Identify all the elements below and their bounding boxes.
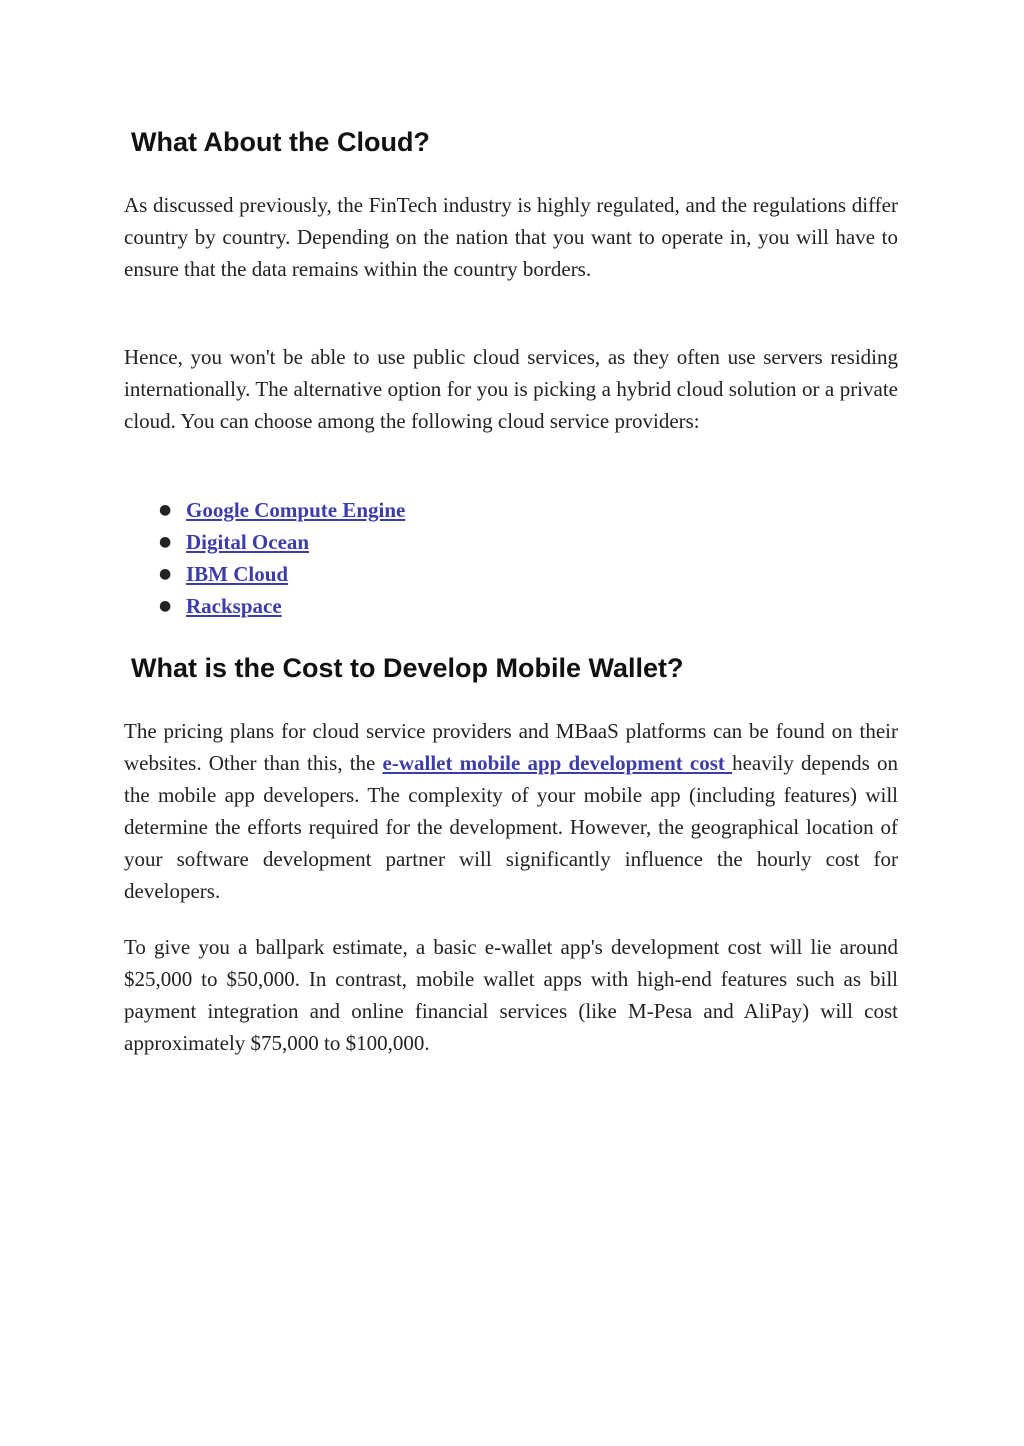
link-google-compute-engine[interactable]: Google Compute Engine bbox=[186, 498, 406, 522]
link-rackspace[interactable]: Rackspace bbox=[186, 594, 282, 618]
heading-cloud: What About the Cloud? bbox=[131, 127, 430, 157]
pricing-text-after: heavily depends on the mobile app developers. The complexity of your mobile app (including features) will determine the efforts required for the development. However, the geographical location of your software development partner will significantly influence the hourly cost for developers. bbox=[124, 751, 898, 903]
paragraph-regulations: As discussed previously, the FinTech industry is highly regulated, and the regulations differ country by country. Depending on the nation that you want to operate in, you will have to ensure that the data remains within the country borders. bbox=[124, 193, 898, 281]
bullet-icon: ● bbox=[159, 502, 172, 518]
list-item bbox=[124, 558, 405, 590]
link-digital-ocean[interactable]: Digital Ocean bbox=[186, 530, 310, 554]
list-item bbox=[124, 590, 405, 622]
pricing-text-before: The pricing plans for cloud service providers and MBaaS platforms can be found on their websites. Other than this, the bbox=[124, 719, 898, 775]
bullet-icon: ● bbox=[159, 534, 172, 550]
cloud-provider-list bbox=[124, 494, 405, 622]
bullet-icon: ● bbox=[159, 598, 172, 614]
heading-cost: What is the Cost to Develop Mobile Wallet? bbox=[131, 653, 684, 683]
list-item bbox=[124, 494, 405, 526]
link-ibm-cloud[interactable]: IBM Cloud bbox=[186, 562, 289, 586]
list-item bbox=[124, 526, 405, 558]
bullet-icon: ● bbox=[159, 566, 172, 582]
paragraph-estimate: To give you a ballpark estimate, a basic e-wallet app's development cost will lie around $25,000 to $50,000. In contrast, mobile wallet apps with high-end features such as bill payment integration and online financial services (like M-Pesa and AliPay) will cost approximately $75,000 to $100,000. bbox=[124, 935, 898, 1055]
paragraph-cloud-options: Hence, you won't be able to use public cloud services, as they often use servers residing internationally. The alternative option for you is picking a hybrid cloud solution or a private cloud. You can choose among the following cloud service providers: bbox=[124, 345, 898, 433]
link-ewallet-development-cost[interactable]: e-wallet mobile app development cost bbox=[382, 751, 733, 775]
paragraph-pricing bbox=[124, 715, 898, 907]
